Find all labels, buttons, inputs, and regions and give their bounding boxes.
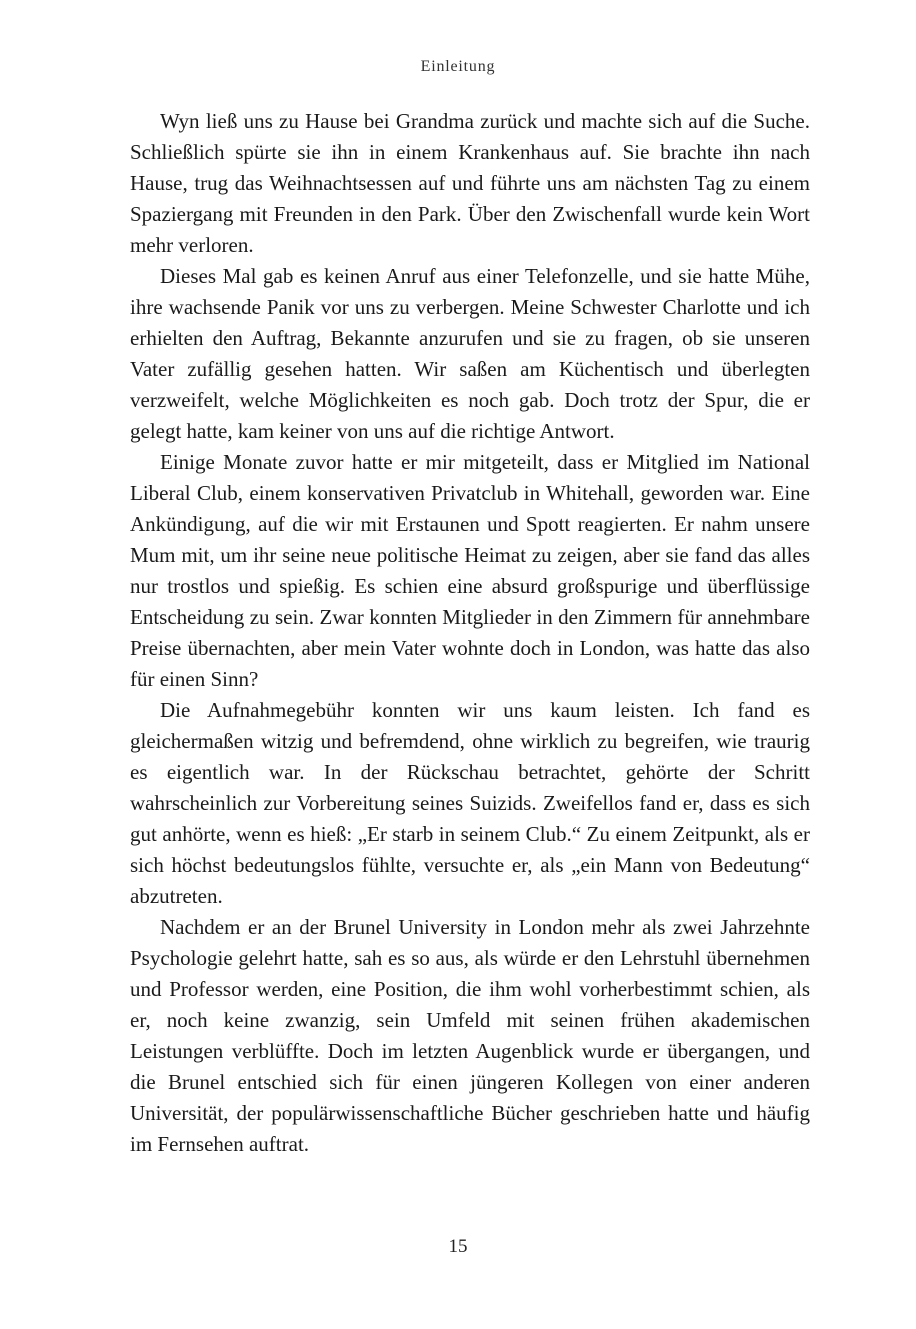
paragraph: Nachdem er an der Brunel University in London mehr als zwei Jahrzehnte Psychologie gelehrt hatte, sah es so aus, als würde er den Lehrstuhl übernehmen und Professor werden, eine Position, die ihm wohl vorherbestimmt schien, als er, noch keine zwanzig, sein Umfeld mit seinen frühen akademischen Leistungen verblüffte. Doch im letzten Augenblick wurde er übergangen, und die Brunel entschied sich für einen jüngeren Kollegen von einer anderen Universität, der populärwissenschaftliche Bücher geschrieben hatte und häufig im Fernsehen auftrat.: [130, 915, 810, 1156]
paragraph: Wyn ließ uns zu Hause bei Grandma zurück und machte sich auf die Suche. Schließlich spürte sie ihn in einem Krankenhaus auf. Sie brachte ihn nach Hause, trug das Weihnachtsessen auf und führte uns am nächsten Tag zu einem Spaziergang mit Freunden in den Park. Über den Zwischenfall wurde kein Wort mehr verloren.: [130, 109, 810, 257]
paragraph: Einige Monate zuvor hatte er mir mitgeteilt, dass er Mitglied im National Liberal Club, einem konservativen Privatclub in Whitehall, geworden war. Eine Ankündigung, auf die wir mit Erstaunen und Spott reagierten. Er nahm unsere Mum mit, um ihr seine neue politische Heimat zu zeigen, aber sie fand das alles nur trostlos und spießig. Es schien eine absurd großspurige und überflüssige Entscheidung zu sein. Zwar konnten Mitglieder in den Zimmern für annehmbare Preise übernachten, aber mein Vater wohnte doch in London, was hatte das also für einen Sinn?: [130, 450, 810, 691]
page-number: 15: [448, 1236, 468, 1257]
paragraph: Dieses Mal gab es keinen Anruf aus einer Telefonzelle, und sie hatte Mühe, ihre wachsende Panik vor uns zu verbergen. Meine Schwester Charlotte und ich erhielten den Auftrag, Bekannte anzurufen und sie zu fragen, ob sie unseren Vater zufällig gesehen hatten. Wir saßen am Küchentisch und überlegten verzweifelt, welche Möglichkeiten es noch gab. Doch trotz der Spur, die er gelegt hatte, kam keiner von uns auf die richtige Antwort.: [130, 264, 810, 443]
running-head: Einleitung: [420, 58, 496, 75]
paragraph: Die Aufnahmegebühr konnten wir uns kaum leisten. Ich fand es gleichermaßen witzig und befremdend, ohne wirklich zu begreifen, wie traurig es eigentlich war. In der Rückschau betrachtet, gehörte der Schritt wahrscheinlich zur Vorbereitung seines Suizids. Zweifellos fand er, dass es sich gut anhörte, wenn es hieß: „Er starb in seinem Club.“ Zu einem Zeitpunkt, als er sich höchst bedeutungslos fühlte, versuchte er, als „ein Mann von Bedeutung“ abzutreten.: [130, 698, 810, 908]
body-text: [130, 106, 810, 1160]
